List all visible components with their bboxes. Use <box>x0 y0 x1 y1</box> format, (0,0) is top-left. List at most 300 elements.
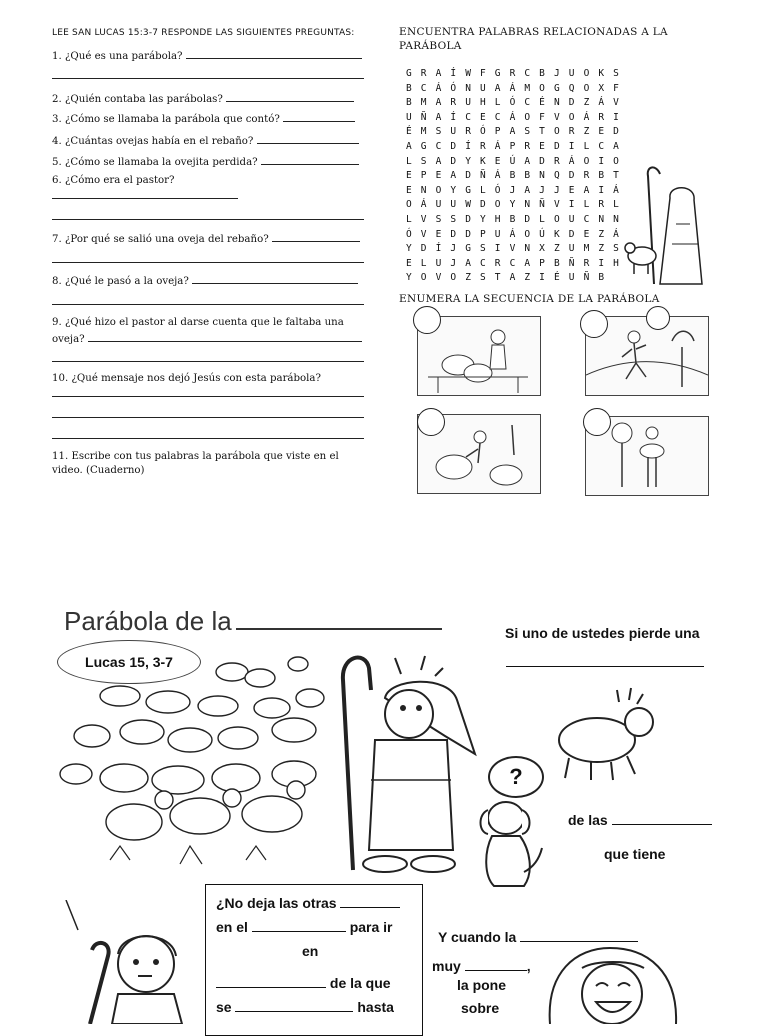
wordsearch-letter: A <box>435 111 442 123</box>
wordsearch-letter: E <box>406 257 412 269</box>
wordsearch-title-2: PARÁBOLA <box>399 40 462 52</box>
sequence-number-circle <box>583 408 611 436</box>
box-line-4-text: de la que <box>329 975 391 991</box>
wordsearch-row <box>406 97 628 108</box>
wordsearch-letter: L <box>479 184 486 196</box>
wordsearch-letter: Á <box>568 155 575 167</box>
wordsearch-letter: Á <box>598 97 605 109</box>
wordsearch-letter: A <box>435 68 442 79</box>
wordsearch-letter: U <box>568 214 575 225</box>
text-la-pone: la pone <box>457 977 507 993</box>
wordsearch-letter: X <box>539 243 545 255</box>
wordsearch-letter: N <box>539 170 545 182</box>
wordsearch-letter: Ñ <box>420 111 427 123</box>
wordsearch-letter: L <box>613 199 619 211</box>
wordsearch-letter: W <box>465 68 471 79</box>
wordsearch-letter: S <box>524 126 531 138</box>
wordsearch-letter: S <box>420 155 427 167</box>
wordsearch-letter: Ñ <box>479 170 486 182</box>
box-line-4 <box>216 975 391 991</box>
wordsearch-letter: D <box>465 170 471 182</box>
wordsearch-letter: Q <box>568 82 575 94</box>
wordsearch-row <box>406 214 628 225</box>
wordsearch-letter: D <box>568 228 575 240</box>
wordsearch-letter: L <box>406 155 412 167</box>
wordsearch-letter: Í <box>465 141 471 152</box>
question-9-text: 9. ¿Qué hizo el pastor al darse cuenta que le faltaba una <box>52 317 344 328</box>
wordsearch-letter: O <box>613 155 619 167</box>
wordsearch-letter: É <box>406 126 412 138</box>
answer-blank <box>261 155 359 165</box>
wordsearch-letter: P <box>494 126 501 138</box>
wordsearch-row <box>406 170 628 181</box>
text-y-cuando-label: Y cuando la <box>438 929 517 945</box>
wordsearch-letter: O <box>553 214 560 225</box>
wordsearch-letter: Ó <box>450 82 457 94</box>
wordsearch-letter: É <box>553 272 560 284</box>
wordsearch-letter: I <box>494 243 501 255</box>
wordsearch-letter: A <box>583 184 590 196</box>
wordsearch-letter: C <box>598 141 605 152</box>
wordsearch-letter: R <box>598 111 605 123</box>
wordsearch-row <box>406 83 628 94</box>
text-blank <box>216 975 326 988</box>
flock-illustration <box>50 650 350 880</box>
wordsearch-row <box>406 229 628 240</box>
wordsearch-letter: P <box>479 228 486 240</box>
wordsearch-letter: Á <box>613 184 619 196</box>
question-5 <box>52 155 359 168</box>
question-1 <box>52 49 362 62</box>
wordsearch-letter: O <box>583 68 590 79</box>
box-line-5-text-b: hasta <box>357 999 394 1015</box>
wordsearch-letter: W <box>465 199 471 211</box>
wordsearch-letter: V <box>420 214 427 225</box>
answer-blank <box>186 49 362 59</box>
wordsearch-letter: Ó <box>494 184 501 196</box>
question-7-text: 7. ¿Por qué se salió una oveja del rebaño? <box>52 234 269 245</box>
wordsearch-letter: N <box>613 214 619 225</box>
laughing-shepherd-illustration <box>536 942 686 1024</box>
wordsearch-letter: J <box>553 68 560 79</box>
wordsearch-letter: A <box>435 97 442 109</box>
text-blank <box>520 929 638 942</box>
wordsearch-letter: V <box>509 243 516 255</box>
wordsearch-letter: O <box>539 82 545 94</box>
text-muy: muy , <box>432 958 531 974</box>
text-que-tiene: que tiene <box>604 846 666 862</box>
wordsearch-letter: B <box>406 82 412 94</box>
wordsearch-letter: C <box>494 111 501 123</box>
answer-blank <box>257 134 359 144</box>
wordsearch-letter: Y <box>406 272 412 284</box>
text-blank <box>252 919 346 932</box>
wordsearch-letter: U <box>568 68 575 79</box>
wordsearch-letter: Y <box>509 199 516 211</box>
text-blank <box>612 812 712 825</box>
wordsearch-letter: Ñ <box>583 272 590 284</box>
wordsearch-letter: D <box>524 214 531 225</box>
wordsearch-letter: O <box>553 126 560 138</box>
wordsearch-letter: Í <box>450 111 457 123</box>
wordsearch-letter: R <box>420 68 427 79</box>
wordsearch-letter: R <box>465 126 471 138</box>
wordsearch-letter: Á <box>613 228 619 240</box>
wordsearch-letter: A <box>509 126 516 138</box>
wordsearch-letter: Ñ <box>568 257 575 269</box>
wordsearch-letter: Á <box>509 228 516 240</box>
wordsearch-letter: Á <box>509 111 516 123</box>
wordsearch-letter: R <box>568 126 575 138</box>
wordsearch-letter: Z <box>524 272 531 284</box>
wordsearch-letter: L <box>539 214 545 225</box>
wordsearch-letter: U <box>406 111 412 123</box>
wordsearch-letter: N <box>524 243 531 255</box>
wordsearch-letter: C <box>465 111 471 123</box>
wordsearch-letter: I <box>568 141 575 152</box>
wordsearch-letter: O <box>524 228 531 240</box>
wordsearch-letter: G <box>553 82 560 94</box>
wordsearch-row <box>406 272 613 283</box>
question-4-text: 4. ¿Cuántas ovejas había en el rebaño? <box>52 136 254 147</box>
wordsearch-letter: X <box>598 82 605 94</box>
box-line-2-text: en el <box>216 919 248 935</box>
wordsearch-letter: Ñ <box>539 199 545 211</box>
wordsearch-letter: D <box>465 228 471 240</box>
question-mark: ? <box>509 764 523 789</box>
wordsearch-letter: B <box>598 170 605 182</box>
wordsearch-letter: L <box>583 199 590 211</box>
wordsearch-letter: Ó <box>406 228 412 240</box>
wordsearch-letter: K <box>553 228 560 240</box>
wordsearch-letter: U <box>450 126 457 138</box>
wordsearch-letter: S <box>435 214 442 225</box>
wordsearch-letter: S <box>613 243 619 255</box>
question-9-line-1 <box>52 317 344 328</box>
wordsearch-letter: R <box>583 170 590 182</box>
wordsearch-letter: I <box>598 184 605 196</box>
answer-line <box>52 262 364 263</box>
wordsearch-letter: O <box>583 155 590 167</box>
wordsearch-letter: J <box>539 184 545 196</box>
box-line-2 <box>216 919 393 935</box>
wordsearch-letter: D <box>613 126 619 138</box>
wordsearch-letter: A <box>524 257 531 269</box>
wordsearch-letter: Y <box>479 214 486 225</box>
wordsearch-letter: E <box>598 126 605 138</box>
coloring-title-text: Parábola de la <box>64 606 232 636</box>
wordsearch-letter: P <box>539 257 545 269</box>
question-1-text: 1. ¿Qué es una parábola? <box>52 51 183 62</box>
wordsearch-letter: A <box>524 184 531 196</box>
box-line-2-text-b: para ir <box>349 919 393 935</box>
wordsearch-letter: E <box>406 170 412 182</box>
wordsearch-letter: F <box>539 111 545 123</box>
wordsearch-letter: D <box>450 141 457 152</box>
wordsearch-letter: K <box>598 68 605 79</box>
wordsearch-letter: Q <box>553 170 560 182</box>
wordsearch-letter: R <box>479 141 486 152</box>
wordsearch-letter: V <box>553 199 560 211</box>
boy-with-staff-illustration <box>48 900 204 1024</box>
wordsearch-letter: Y <box>450 184 457 196</box>
wordsearch-letter: C <box>420 82 427 94</box>
wordsearch-letter: C <box>479 257 486 269</box>
answer-line <box>52 396 364 397</box>
wordsearch-letter: D <box>553 141 560 152</box>
wordsearch-letter: U <box>435 257 442 269</box>
text-sobre: sobre <box>461 1000 500 1016</box>
wordsearch-letter: N <box>553 97 560 109</box>
wordsearch-letter: P <box>420 170 427 182</box>
text-blank <box>235 999 353 1012</box>
wordsearch-letter: G <box>494 68 501 79</box>
wordsearch-letter: O <box>568 111 575 123</box>
wordsearch-letter: D <box>479 199 486 211</box>
question-6-text: 6. ¿Cómo era el pastor? <box>52 175 175 186</box>
wordsearch-letter: I <box>568 199 575 211</box>
wordsearch-letter: S <box>435 126 442 138</box>
wordsearch-letter: Z <box>465 272 471 284</box>
wordsearch-letter: O <box>450 272 457 284</box>
wordsearch-letter: D <box>420 243 427 255</box>
lost-sheep-illustration <box>555 684 667 782</box>
wordsearch-letter: Z <box>598 228 605 240</box>
answer-blank <box>192 274 358 284</box>
wordsearch-letter: E <box>406 184 412 196</box>
wordsearch-title: ENCUENTRA PALABRAS RELACIONADAS A LA <box>399 26 668 38</box>
sun-circle <box>646 306 670 330</box>
wordsearch-letter: I <box>598 257 605 269</box>
wordsearch-letter: G <box>465 243 471 255</box>
wordsearch-row <box>406 156 628 167</box>
answer-blank <box>88 332 362 342</box>
wordsearch-letter: C <box>524 97 531 109</box>
wordsearch-letter: R <box>598 199 605 211</box>
wordsearch-letter: H <box>613 257 619 269</box>
wordsearch-letter: R <box>524 141 531 152</box>
answer-line <box>52 219 364 220</box>
wordsearch-letter: B <box>406 97 412 109</box>
bible-reference-bubble: Lucas 15, 3-7 <box>57 640 201 684</box>
answer-line <box>52 78 364 79</box>
wordsearch-letter: U <box>450 199 457 211</box>
wordsearch-letter: Z <box>553 243 560 255</box>
wordsearch-letter: U <box>435 199 442 211</box>
wordsearch-letter: B <box>553 257 560 269</box>
wordsearch-letter: M <box>524 82 531 94</box>
box-line-5 <box>216 999 394 1015</box>
wordsearch-letter: V <box>613 97 619 109</box>
wordsearch-letter: J <box>450 257 457 269</box>
answer-blank <box>226 92 354 102</box>
wordsearch-row <box>406 243 628 254</box>
shepherd-illustration <box>620 164 712 290</box>
wordsearch-letter: L <box>406 214 412 225</box>
coloring-title <box>64 606 442 637</box>
wordsearch-letter: D <box>568 170 575 182</box>
text-blank <box>506 652 704 667</box>
wordsearch-letter: H <box>494 214 501 225</box>
wordsearch-letter: A <box>435 155 442 167</box>
wordsearch-row <box>406 258 628 269</box>
question-11-text-2: video. (Cuaderno) <box>52 465 145 476</box>
wordsearch-letter: R <box>494 257 501 269</box>
text-blank <box>340 895 400 908</box>
text-muy-label: muy <box>432 958 461 974</box>
wordsearch-letter: A <box>613 141 619 152</box>
wordsearch-letter: Á <box>494 141 501 152</box>
sequence-title: ENUMERA LA SECUENCIA DE LA PARÁBOLA <box>399 293 660 305</box>
wordsearch-letter: Z <box>598 243 605 255</box>
wordsearch-letter: A <box>465 257 471 269</box>
wordsearch-letter: R <box>583 257 590 269</box>
box-line-1-text: ¿No deja las otras <box>216 895 337 911</box>
wordsearch-letter: K <box>479 155 486 167</box>
wordsearch-letter: B <box>509 214 516 225</box>
answer-blank <box>283 112 355 122</box>
wordsearch-letter: A <box>509 272 516 284</box>
question-10-text: 10. ¿Qué mensaje nos dejó Jesús con esta parábola? <box>52 373 321 384</box>
wordsearch-letter: M <box>420 97 427 109</box>
wordsearch-letter: U <box>465 97 471 109</box>
wordsearch-letter: D <box>568 97 575 109</box>
wordsearch-letter: N <box>465 82 471 94</box>
text-si-uno: Si uno de ustedes pierde una <box>505 625 700 641</box>
sequence-number-circle <box>580 310 608 338</box>
wordsearch-letter: T <box>539 126 545 138</box>
wordsearch-letter: U <box>494 228 501 240</box>
question-4 <box>52 134 359 147</box>
wordsearch-letter: A <box>524 155 531 167</box>
wordsearch-letter: O <box>435 184 442 196</box>
wordsearch-letter: G <box>420 141 427 152</box>
wordsearch-letter: Y <box>465 155 471 167</box>
dog-illustration <box>470 792 546 892</box>
wordsearch-letter: N <box>598 214 605 225</box>
wordsearch-letter: G <box>465 184 471 196</box>
answer-blank <box>272 232 360 242</box>
wordsearch-letter: C <box>509 257 516 269</box>
wordsearch-letter: T <box>494 272 501 284</box>
wordsearch-letter: P <box>509 141 516 152</box>
answer-line <box>52 417 364 418</box>
wordsearch-letter: O <box>583 82 590 94</box>
wordsearch-letter: Í <box>435 243 442 255</box>
text-de-las-label: de las <box>568 812 608 828</box>
box-line-1 <box>216 895 400 911</box>
wordsearch-letter: M <box>583 243 590 255</box>
question-11-line-1 <box>52 451 339 462</box>
wordsearch-letter: Z <box>583 126 590 138</box>
wordsearch-letter: M <box>420 126 427 138</box>
question-5-text: 5. ¿Cómo se llamaba la ovejita perdida? <box>52 157 258 168</box>
wordsearch-row <box>406 199 628 210</box>
shepherd-with-staff <box>325 650 485 882</box>
wordsearch-letter: B <box>539 68 545 79</box>
wordsearch-letter: E <box>583 228 590 240</box>
wordsearch-letter: E <box>435 228 442 240</box>
question-3 <box>52 112 355 125</box>
text-blank <box>465 958 527 971</box>
answer-line <box>52 438 364 439</box>
wordsearch-letter: V <box>420 228 427 240</box>
wordsearch-letter: Á <box>583 111 590 123</box>
wordsearch-letter: B <box>509 170 516 182</box>
question-7 <box>52 232 360 245</box>
wordsearch-letter: E <box>479 111 486 123</box>
question-11-text: 11. Escribe con tus palabras la parábola que viste en el <box>52 451 339 462</box>
wordsearch-letter: O <box>420 272 427 284</box>
wordsearch-letter: F <box>479 68 486 79</box>
wordsearch-letter: Á <box>494 170 501 182</box>
wordsearch-letter: D <box>450 155 457 167</box>
wordsearch-letter: Ú <box>509 155 516 167</box>
wordsearch-letter: S <box>450 214 457 225</box>
wordsearch-letter: J <box>509 184 516 196</box>
wordsearch-letter: R <box>509 68 516 79</box>
wordsearch-letter: D <box>450 228 457 240</box>
wordsearch-letter: D <box>539 155 545 167</box>
wordsearch-letter: O <box>494 199 501 211</box>
wordsearch-letter: E <box>568 184 575 196</box>
wordsearch-row <box>406 68 628 79</box>
wordsearch-letter: U <box>568 272 575 284</box>
wordsearch-letter: H <box>479 97 486 109</box>
wordsearch-letter: I <box>613 111 619 123</box>
wordsearch-letter: N <box>524 199 531 211</box>
answer-line <box>52 198 238 199</box>
wordsearch-letter: C <box>435 141 442 152</box>
wordsearch-letter: L <box>583 141 590 152</box>
wordsearch-letter: E <box>435 170 442 182</box>
wordsearch-letter: I <box>539 272 545 284</box>
wordsearch-row <box>406 185 628 196</box>
wordsearch-letter: R <box>450 97 457 109</box>
wordsearch-letter: O <box>524 111 531 123</box>
wordsearch-letter: Ó <box>509 97 516 109</box>
wordsearch-letter: S <box>479 243 486 255</box>
question-8 <box>52 274 358 287</box>
wordsearch-letter: Á <box>420 199 427 211</box>
wordsearch-row <box>406 126 628 137</box>
sequence-number-circle <box>417 408 445 436</box>
question-8-text: 8. ¿Qué le pasó a la oveja? <box>52 276 189 287</box>
sequence-number-circle <box>413 306 441 334</box>
wordsearch-letter: S <box>479 272 486 284</box>
wordsearch-letter: Ó <box>479 126 486 138</box>
wordsearch-letter: O <box>406 199 412 211</box>
question-3-text: 3. ¿Cómo se llamaba la parábola que contó? <box>52 114 280 125</box>
question-9-line-2 <box>52 332 362 345</box>
wordsearch-letter: U <box>479 82 486 94</box>
box-line-3: en <box>302 943 319 959</box>
question-2-text: 2. ¿Quién contaba las parábolas? <box>52 94 223 105</box>
wordsearch-letter: U <box>568 243 575 255</box>
wordsearch-letter: V <box>553 111 560 123</box>
question-6 <box>52 175 175 186</box>
wordsearch-letter: V <box>435 272 442 284</box>
wordsearch-letter: S <box>613 68 619 79</box>
wordsearch-letter: C <box>524 68 531 79</box>
question-2 <box>52 92 354 105</box>
wordsearch-row <box>406 141 628 152</box>
wordsearch-letter: J <box>450 243 457 255</box>
wordsearch-letter: Ú <box>539 228 545 240</box>
wordsearch-letter: Á <box>435 82 442 94</box>
question-10 <box>52 373 321 384</box>
wordsearch-letter: I <box>598 155 605 167</box>
